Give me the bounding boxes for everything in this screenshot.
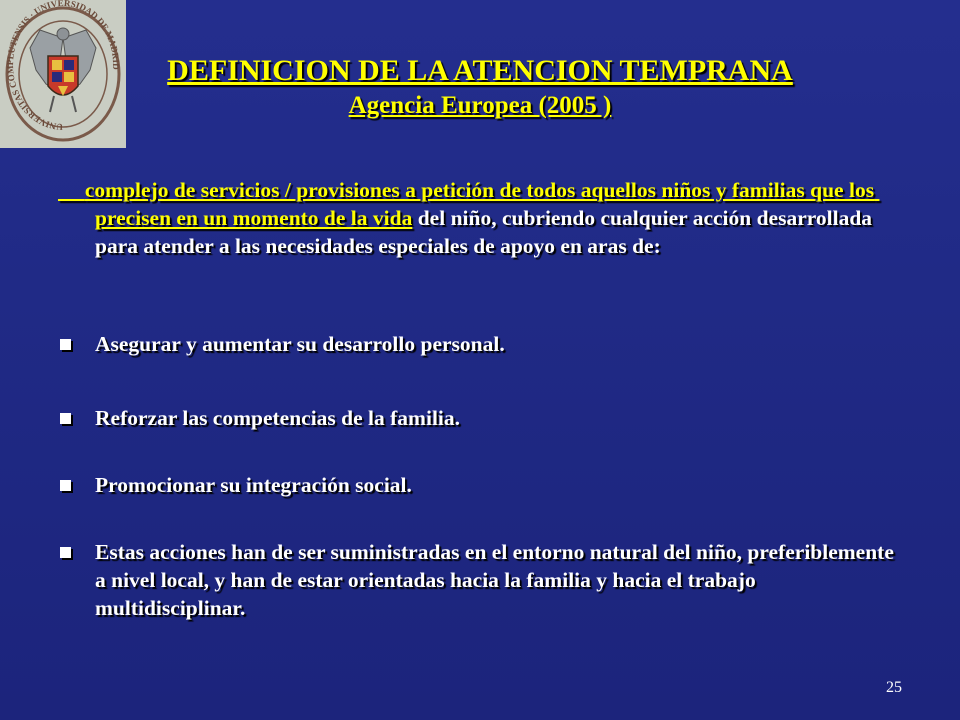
definition-paragraph [58, 176, 898, 260]
title-subtitle: Agencia Europea (2005 ) [348, 92, 612, 119]
university-seal-logo [0, 0, 126, 148]
title-main: DEFINICION DE LA ATENCION TEMPRANA [167, 54, 793, 87]
bullet-text: Reforzar las competencias de la familia. [95, 406, 461, 430]
seal-icon [0, 0, 126, 148]
square-bullet-icon [60, 413, 71, 424]
bullet-text: Asegurar y aumentar su desarrollo personal. [95, 332, 505, 356]
list-item [58, 404, 460, 432]
list-item [58, 471, 412, 499]
list-item [58, 538, 898, 622]
slide-title [130, 52, 830, 122]
page-number: 25 [886, 679, 902, 696]
list-item [58, 330, 505, 358]
square-bullet-icon [60, 547, 71, 558]
square-bullet-icon [60, 480, 71, 491]
definition-rest: del niño, cubriendo cualquier acción desarrollada para atender a las necesidades especiales de apoyo en aras de: [95, 206, 878, 258]
bullet-text: Promocionar su integración social. [95, 473, 412, 497]
seal-ring-text: UNIVERSITAS COMPLUTENSIS · UNIVERSIDAD DE MADRID [4, 0, 122, 133]
square-bullet-icon [60, 339, 71, 350]
bullet-text: Estas acciones han de ser suministradas en el entorno natural del niño, preferiblemente a nivel local, y han de estar orientadas hacia la familia y hacia el trabajo multidisciplinar. [95, 540, 894, 620]
definition-highlight: complejo de servicios / provisiones a petición de todos aquellos niños y familias que los precisen en un momento de la vida [58, 178, 880, 230]
